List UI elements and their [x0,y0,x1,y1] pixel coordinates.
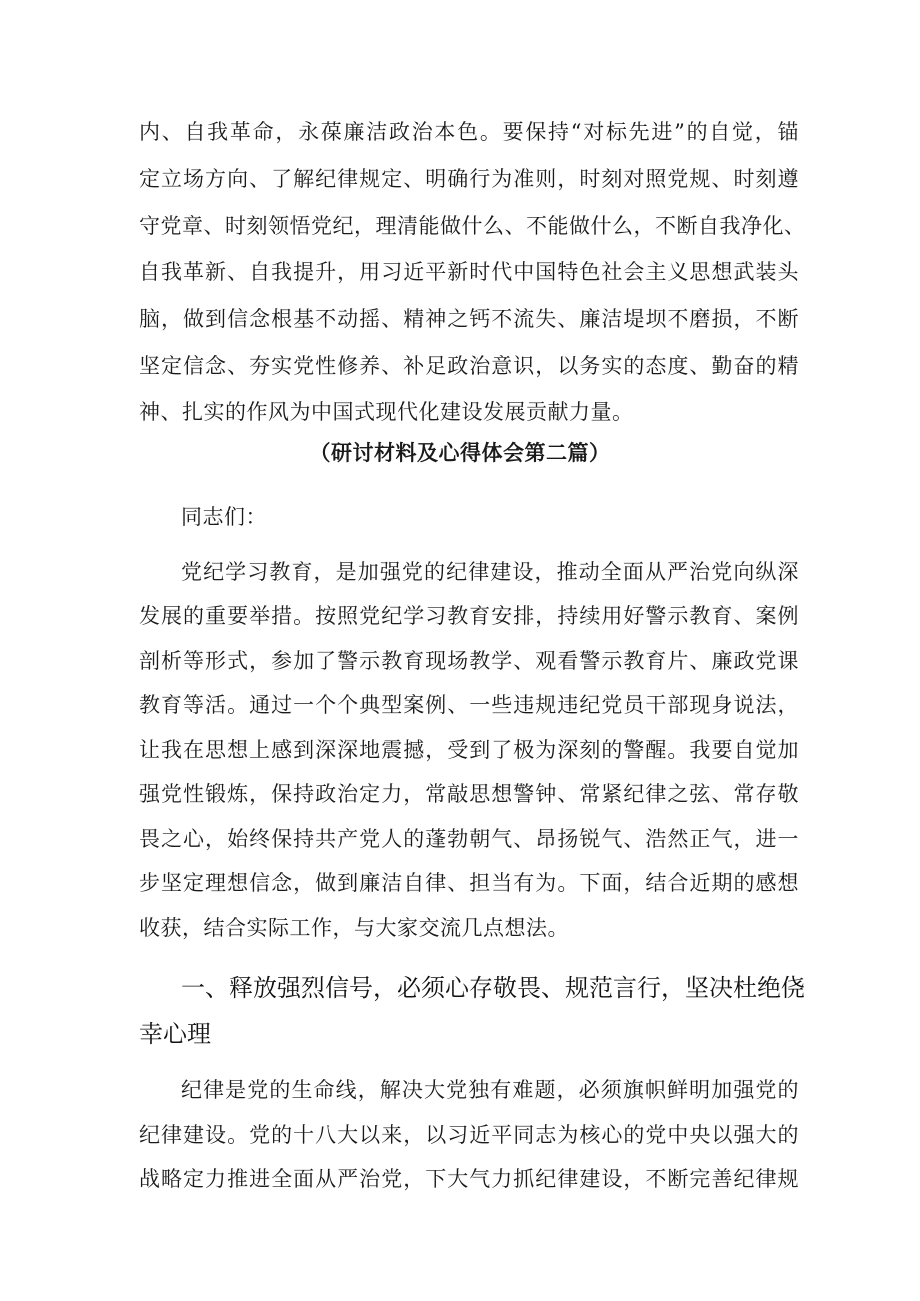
paragraph-top-line-2: 定立场方向、了解纪律规定、明确行为准则，时刻对照党规、时刻遵 [139,167,799,191]
paragraph-bottom-line-2: 纪律建设。党的十八大以来，以习近平同志为核心的党中央以强大的 [139,1123,799,1147]
paragraph-bottom-line-3: 战略定力推进全面从严治党，下大气力抓纪律建设，不断完善纪律规 [139,1167,799,1191]
paragraph-top-line-7: 神、扎实的作风为中国式现代化建设发展贡献力量。 [139,400,634,424]
heading-one-line-2: 幸心理 [139,1020,211,1048]
paragraph-intro-line-7: 畏之心，始终保持共产党人的蓬勃朝气、昂扬锐气、浩然正气，进一 [139,827,799,851]
paragraph-top-line-5: 脑，做到信念根基不动摇、精神之钙不流失、廉洁堤坝不磨损，不断 [139,307,799,331]
paragraph-bottom-line-1: 纪律是党的生命线，解决大党独有难题，必须旗帜鲜明加强党的 [181,1078,799,1102]
paragraph-intro-line-5: 让我在思想上感到深深地震撼，受到了极为深刻的警醒。我要自觉加 [139,738,799,762]
paragraph-intro-line-4: 教育等活。通过一个个典型案例、一些违规违纪党员干部现身说法， [139,693,799,717]
paragraph-intro-line-6: 强党性锻炼，保持政治定力，常敲思想警钟、常紧纪律之弦、常存敬 [139,782,799,806]
salutation: 同志们： [181,505,267,529]
paragraph-top-line-1: 内、自我革命，永葆廉洁政治本色。要保持“对标先进”的自觉，锚 [139,120,799,144]
paragraph-top-line-6: 坚定信念、夯实党性修养、补足政治意识，以务实的态度、勤奋的精 [139,354,799,378]
paragraph-intro-line-8: 步坚定理想信念，做到廉洁自律、担当有为。下面，结合近期的感想 [139,871,799,895]
paragraph-intro-line-1: 党纪学习教育，是加强党的纪律建设，推动全面从严治党向纵深 [181,560,799,584]
paragraph-intro-line-9: 收获，结合实际工作，与大家交流几点想法。 [139,916,569,940]
paragraph-intro-line-3: 剖析等形式，参加了警示教育现场教学、观看警示教育片、廉政党课 [139,649,799,673]
heading-one-line-1: 一、释放强烈信号，必须心存敬畏、规范言行，坚决杜绝侥 [181,974,805,1002]
paragraph-top-line-4: 自我革新、自我提升，用习近平新时代中国特色社会主义思想武装头 [139,260,799,284]
section-title: （研讨材料及心得体会第二篇） [309,440,611,465]
paragraph-intro-line-2: 发展的重要举措。按照党纪学习教育安排，持续用好警示教育、案例 [139,604,799,628]
paragraph-top-line-3: 守党章、时刻领悟党纪，理清能做什么、不能做什么，不断自我净化、 [139,214,806,238]
